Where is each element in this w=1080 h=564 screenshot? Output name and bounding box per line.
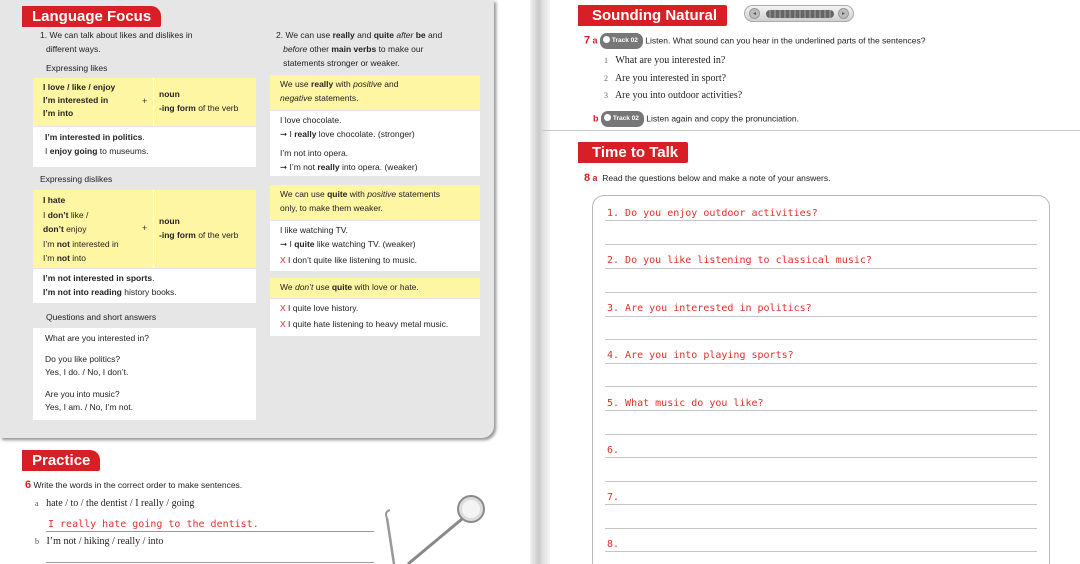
exercise-7a-instruction: 7 a Track 02 Listen. What sound can you hear in the underlined parts of the sentences? xyxy=(584,33,926,49)
rule-line xyxy=(605,481,1037,482)
likes-formula-box: I love / like / enjoy I’m interested in I’m into + noun -ing form of the verb xyxy=(33,78,256,126)
question-5[interactable]: 5. What music do you like? xyxy=(607,398,764,409)
rule-line xyxy=(605,339,1037,340)
rule-line xyxy=(605,504,1037,505)
rule-line xyxy=(605,410,1037,411)
list-item: 1 What are you interested in? xyxy=(604,55,726,66)
audio-player[interactable] xyxy=(744,5,854,22)
list-item: 3 Are you into outdoor activities? xyxy=(604,90,743,101)
answer-line-a[interactable] xyxy=(46,531,374,532)
audio-next-icon[interactable]: ▸ xyxy=(838,8,849,19)
quite-rule-box: We can use quite with positive statements only, to make them weaker. xyxy=(270,185,480,220)
exercise-8a-instruction: 8 a Read the questions below and make a note of your answers. xyxy=(584,172,831,184)
question-2[interactable]: 2. Do you like listening to classical music? xyxy=(607,255,872,266)
practice-answer-a[interactable]: I really hate going to the dentist. xyxy=(48,519,259,530)
track-button[interactable]: Track 02 xyxy=(601,111,644,127)
play-icon xyxy=(603,36,610,43)
audio-prev-icon[interactable]: ◂ xyxy=(749,8,760,19)
practice-instruction: 6 Write the words in the correct order to make sentences. xyxy=(25,479,243,491)
sounding-natural-title: Sounding Natural xyxy=(578,5,727,26)
list-item: 2 Are you interested in sport? xyxy=(604,72,727,84)
track-button[interactable]: Track 02 xyxy=(600,33,643,49)
answers-card xyxy=(592,195,1050,564)
practice-item-a: a hate / to / the dentist / I really / going xyxy=(35,498,195,509)
play-icon xyxy=(604,114,611,121)
dislikes-formula-box: I hate I don’t like / don’t enjoy I’m not interested in I’m not into + noun -ing form of the verb xyxy=(33,190,256,268)
answer-line-b[interactable] xyxy=(46,562,374,563)
point1-text-2: different ways. xyxy=(46,44,101,54)
dislikes-examples-box: I’m not interested in sports. I’m not into reading history books. xyxy=(33,269,256,303)
rule-line xyxy=(605,316,1037,317)
rule-line xyxy=(605,551,1037,552)
practice-item-b: b I’m not / hiking / really / into xyxy=(35,536,164,547)
really-rule-box: We use really with positive and negative statements. xyxy=(270,75,480,110)
question-3[interactable]: 3. Are you interested in politics? xyxy=(607,303,812,314)
language-focus-title: Language Focus xyxy=(22,6,161,27)
likes-examples-box: I’m interested in politics. I enjoy going to museums. xyxy=(33,127,256,167)
expressing-dislikes-heading: Expressing dislikes xyxy=(40,174,113,184)
section-divider xyxy=(542,130,1080,131)
quite-examples-box: I like watching TV. ➞ I quite like watching TV. (weaker) X I don’t quite like listening to music. xyxy=(270,221,480,271)
really-examples-box: I love chocolate. ➞ I really love chocolate. (stronger) I’m not into opera. ➞ I’m not really into opera. (weaker) xyxy=(270,111,480,176)
dont-use-quite-box: We don’t use quite with love or hate. xyxy=(270,278,480,298)
exercise-7b-instruction: b Track 02 Listen again and copy the pronunciation. xyxy=(593,111,799,127)
rule-line xyxy=(605,244,1037,245)
rule-line xyxy=(605,386,1037,387)
question-7[interactable]: 7. xyxy=(607,492,620,503)
rule-line xyxy=(605,434,1037,435)
question-8[interactable]: 8. xyxy=(607,539,620,550)
question-1[interactable]: 1. Do you enjoy outdoor activities? xyxy=(607,208,818,219)
point2-text: 2. We can use really and quite after be and before other main verbs to make our statements stronger or weaker. xyxy=(276,30,443,68)
qa-heading: Questions and short answers xyxy=(46,312,157,322)
rule-line xyxy=(605,220,1037,221)
dont-use-quite-examples: X I quite love history. X I quite hate listening to heavy metal music. xyxy=(270,299,480,336)
audio-progress-bar[interactable] xyxy=(766,10,834,18)
practice-title: Practice xyxy=(22,450,100,471)
qa-box: What are you interested in? Do you like politics? Yes, I do. / No, I don’t. Are you into music? Yes, I am. / No, I’m not. xyxy=(33,328,256,420)
rule-line xyxy=(605,292,1037,293)
rule-line xyxy=(605,363,1037,364)
time-to-talk-title: Time to Talk xyxy=(578,142,688,163)
question-6[interactable]: 6. xyxy=(607,445,620,456)
question-4[interactable]: 4. Are you into playing sports? xyxy=(607,350,794,361)
rule-line xyxy=(605,457,1037,458)
point1-text: 1. We can talk about likes and dislikes in xyxy=(40,30,193,40)
rule-line xyxy=(605,528,1037,529)
book-gutter xyxy=(530,0,550,564)
dental-tools-illustration xyxy=(372,490,497,564)
rule-line xyxy=(605,268,1037,269)
expressing-likes-heading: Expressing likes xyxy=(46,63,108,73)
sounding-items-list xyxy=(604,52,742,105)
